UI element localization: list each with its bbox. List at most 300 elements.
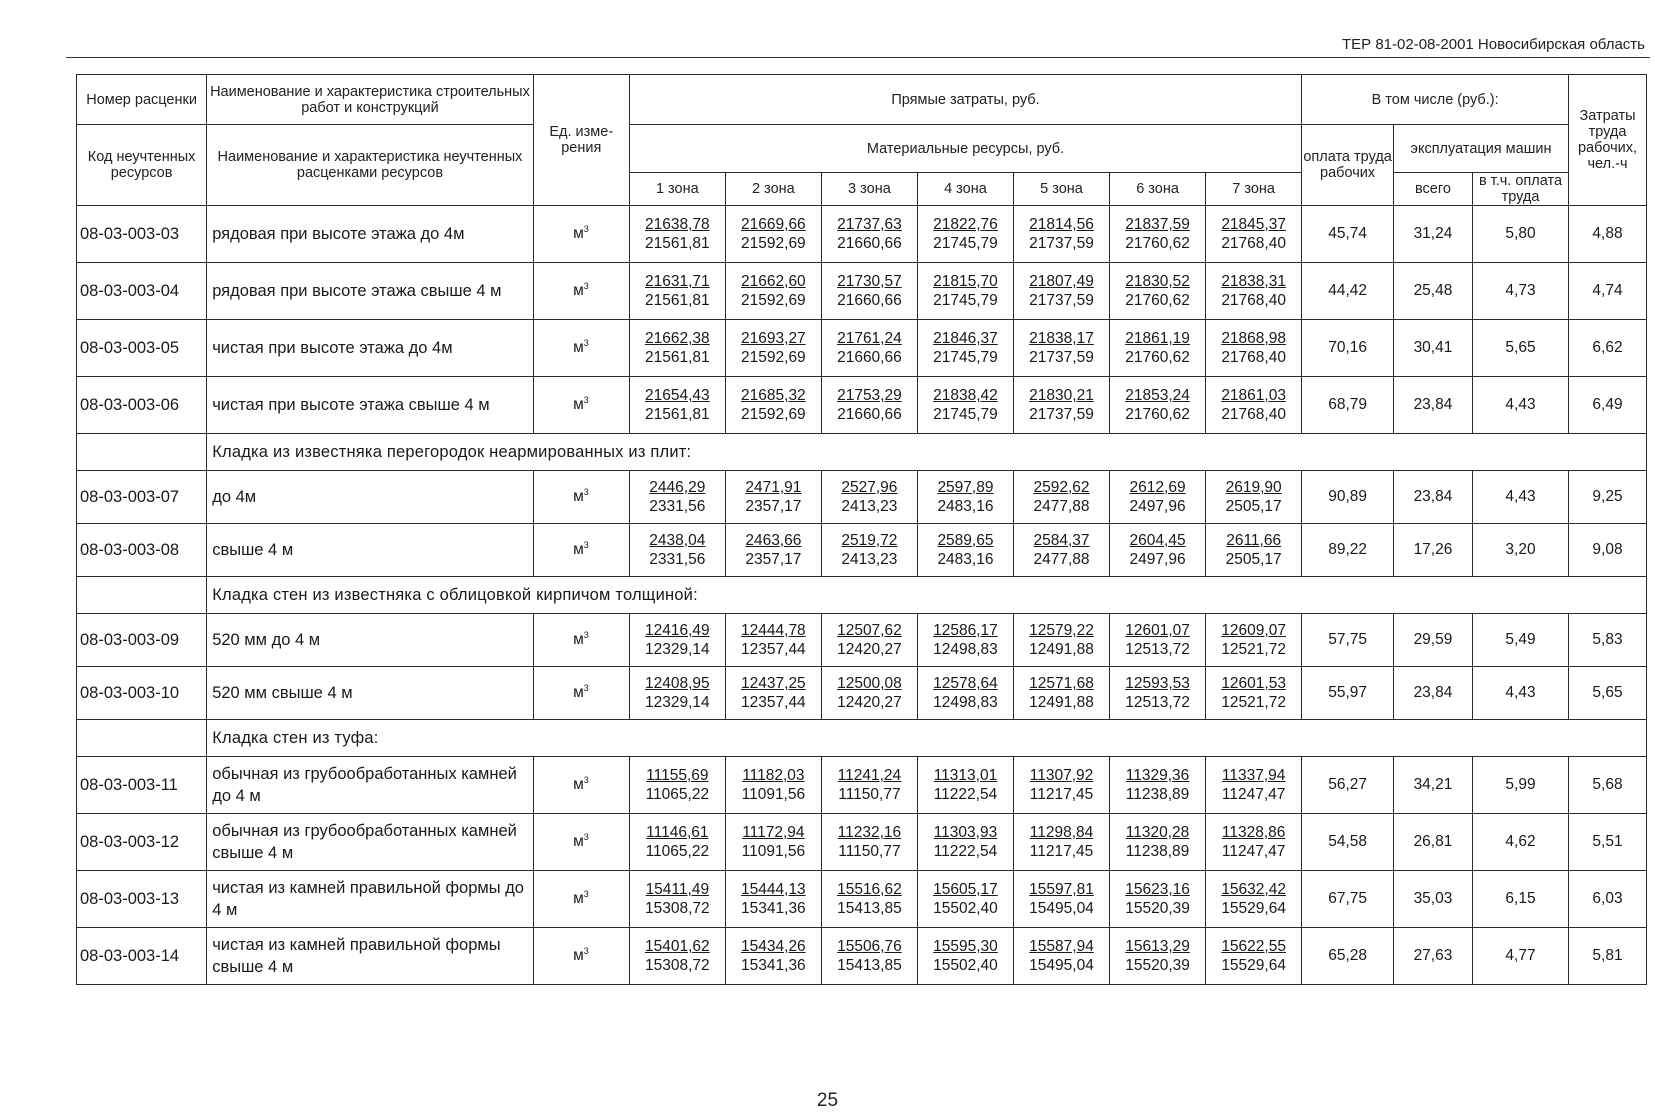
header-zone: 5 зона [1013,173,1109,206]
direct-cost: 21861,03 [1221,387,1286,404]
unit-cell [533,814,629,871]
material-cost: 21745,79 [933,406,998,423]
table-row [77,614,1647,667]
header-zone: 7 зона [1206,173,1302,206]
material-cost: 21592,69 [741,349,806,366]
zone-cost-cell [821,263,917,320]
zone-cost-cell [1013,871,1109,928]
machines-wages-cell: 4,43 [1472,471,1568,524]
work-name: до 4м [207,471,534,524]
direct-cost: 11172,94 [742,824,805,841]
zone-cost-cell [1110,524,1206,577]
header-labor: Затраты труда рабочих, чел.-ч [1569,75,1647,206]
zone-cost-cell [629,206,725,263]
table-row [77,524,1647,577]
unit-cell [533,206,629,263]
machines-wages-cell: 5,49 [1472,614,1568,667]
material-cost: 11150,77 [838,843,901,860]
direct-cost: 21838,42 [933,387,998,404]
unit-cell [533,524,629,577]
labor-cell: 6,49 [1569,377,1647,434]
machines-wages-cell: 4,77 [1472,928,1568,985]
material-cost: 15308,72 [644,957,710,974]
direct-cost: 11241,24 [837,767,902,784]
zone-cost-cell [1013,471,1109,524]
zone-cost-cell [917,614,1013,667]
material-cost: 21737,59 [1029,349,1094,366]
material-cost: 21760,62 [1125,235,1190,252]
zone-cost-cell [821,814,917,871]
rate-code: 08-03-003-04 [77,263,207,320]
material-cost: 11222,54 [933,843,998,860]
material-cost: 15308,72 [644,900,710,917]
direct-cost: 15434,26 [741,938,806,955]
header-zone: 2 зона [725,173,821,206]
table-row [77,757,1647,814]
direct-cost: 2463,66 [745,532,802,549]
direct-cost: 21838,31 [1221,273,1286,290]
machines-wages-cell: 6,15 [1472,871,1568,928]
zone-cost-cell [1110,928,1206,985]
zone-cost-cell [1206,871,1302,928]
direct-cost: 12601,53 [1221,675,1286,692]
direct-cost: 15506,76 [837,938,902,955]
unit-exponent: 3 [583,775,589,786]
direct-cost: 12416,49 [644,622,710,639]
direct-cost: 2584,37 [1033,532,1090,549]
wages-cell: 68,79 [1302,377,1394,434]
work-name: рядовая при высоте этажа свыше 4 м [207,263,534,320]
section-code-cell [77,577,207,614]
table-row [77,263,1647,320]
header-material-resources: Материальные ресурсы, руб. [629,125,1301,173]
wages-cell: 57,75 [1302,614,1394,667]
zone-cost-cell [629,471,725,524]
material-cost: 21760,62 [1125,349,1190,366]
material-cost: 12491,88 [1029,641,1094,658]
unit-cell [533,871,629,928]
direct-cost: 21693,27 [741,330,806,347]
zone-cost-cell [1013,814,1109,871]
wages-cell: 89,22 [1302,524,1394,577]
header-machines: эксплуатация машин [1393,125,1568,173]
direct-cost: 11313,01 [933,767,998,784]
machines-total-cell: 23,84 [1393,667,1472,720]
direct-cost: 11337,94 [1221,767,1286,784]
material-cost: 21660,66 [837,292,902,309]
work-name: чистая из камней правильной формы свыше 4 м [207,928,534,985]
material-cost: 15520,39 [1125,900,1190,917]
unit-text: м [573,282,584,300]
labor-cell: 5,65 [1569,667,1647,720]
direct-cost: 12507,62 [837,622,902,639]
direct-cost: 11155,69 [646,767,709,784]
zone-cost-cell [821,871,917,928]
table-row [77,320,1647,377]
work-name: обычная из грубообработанных камней до 4 м [207,757,534,814]
material-cost: 2331,56 [649,551,706,568]
rate-code: 08-03-003-10 [77,667,207,720]
unit-exponent: 3 [583,338,589,349]
material-cost: 2413,23 [841,498,898,515]
zone-cost-cell [1110,757,1206,814]
wages-cell: 55,97 [1302,667,1394,720]
rate-code: 08-03-003-11 [77,757,207,814]
material-cost: 2505,17 [1225,551,1282,568]
header-wages: оплата труда рабочих [1302,125,1394,206]
unit-exponent: 3 [583,630,589,641]
direct-cost: 15516,62 [837,881,902,898]
material-cost: 21768,40 [1221,235,1286,252]
zone-cost-cell [1110,206,1206,263]
material-cost: 12420,27 [837,694,902,711]
material-cost: 2413,23 [841,551,898,568]
zone-cost-cell [629,524,725,577]
material-cost: 15520,39 [1125,957,1190,974]
zone-cost-cell [629,377,725,434]
zone-cost-cell [725,757,821,814]
machines-total-cell: 23,84 [1393,377,1472,434]
table-body [77,206,1647,985]
zone-cost-cell [1206,524,1302,577]
zone-cost-cell [725,263,821,320]
direct-cost: 11182,03 [742,767,805,784]
zone-cost-cell [1013,320,1109,377]
material-cost: 15502,40 [933,900,998,917]
direct-cost: 2527,96 [841,479,898,496]
machines-total-cell: 31,24 [1393,206,1472,263]
direct-cost: 21761,24 [837,330,902,347]
direct-cost: 15444,13 [741,881,806,898]
direct-cost: 2604,45 [1129,532,1186,549]
zone-cost-cell [917,928,1013,985]
unit-text: м [573,890,584,908]
rate-code: 08-03-003-09 [77,614,207,667]
header-direct-costs: Прямые затраты, руб. [629,75,1301,125]
unit-text: м [573,339,584,357]
wages-cell: 65,28 [1302,928,1394,985]
material-cost: 12521,72 [1221,641,1286,658]
unit-cell [533,263,629,320]
material-cost: 2477,88 [1033,551,1090,568]
zone-cost-cell [917,757,1013,814]
zone-cost-cell [821,206,917,263]
zone-cost-cell [725,667,821,720]
material-cost: 12329,14 [644,694,710,711]
material-cost: 11222,54 [933,786,998,803]
machines-wages-cell: 5,99 [1472,757,1568,814]
zone-cost-cell [917,377,1013,434]
direct-cost: 2438,04 [649,532,706,549]
header-rule [66,57,1650,58]
material-cost: 2483,16 [937,551,994,568]
direct-cost: 21837,59 [1125,216,1190,233]
wages-cell: 70,16 [1302,320,1394,377]
material-cost: 15502,40 [933,957,998,974]
header-unaccounted-name: Наименование и характеристика неучтенных расценками ресурсов [207,125,534,206]
zone-cost-cell [629,814,725,871]
zone-cost-cell [821,320,917,377]
machines-total-cell: 23,84 [1393,471,1472,524]
material-cost: 21737,59 [1029,292,1094,309]
machines-wages-cell: 4,62 [1472,814,1568,871]
direct-cost: 12593,53 [1125,675,1190,692]
zone-cost-cell [1013,524,1109,577]
direct-cost: 12437,25 [741,675,806,692]
table-header [77,75,1647,206]
material-cost: 11150,77 [838,786,901,803]
zone-cost-cell [821,667,917,720]
machines-total-cell: 34,21 [1393,757,1472,814]
zone-cost-cell [1206,667,1302,720]
zone-cost-cell [917,871,1013,928]
direct-cost: 15597,81 [1029,881,1094,898]
direct-cost: 15622,55 [1221,938,1286,955]
zone-cost-cell [725,377,821,434]
material-cost: 21592,69 [741,292,806,309]
direct-cost: 21815,70 [933,273,998,290]
zone-cost-cell [917,320,1013,377]
material-cost: 12357,44 [741,694,806,711]
zone-cost-cell [1206,206,1302,263]
direct-cost: 15411,49 [645,881,710,898]
material-cost: 2331,56 [649,498,706,515]
zone-cost-cell [725,320,821,377]
header-zone: 1 зона [629,173,725,206]
material-cost: 21592,69 [741,235,806,252]
zone-cost-cell [821,614,917,667]
section-code-cell [77,434,207,471]
machines-total-cell: 25,48 [1393,263,1472,320]
zone-cost-cell [1206,814,1302,871]
direct-cost: 21830,21 [1029,387,1094,404]
unit-text: м [573,396,584,414]
header-work-name: Наименование и характеристика строительных работ и конструкций [207,75,534,125]
machines-wages-cell: 4,73 [1472,263,1568,320]
material-cost: 11247,47 [1221,843,1286,860]
zone-cost-cell [725,524,821,577]
material-cost: 21561,81 [644,349,710,366]
material-cost: 2497,96 [1129,498,1186,515]
zone-cost-cell [917,524,1013,577]
material-cost: 21768,40 [1221,292,1286,309]
price-table [76,74,1647,985]
header-machines-total: всего [1393,173,1472,206]
zone-cost-cell [1110,614,1206,667]
direct-cost: 21685,32 [741,387,806,404]
direct-cost: 15605,17 [933,881,998,898]
material-cost: 15341,36 [741,900,806,917]
direct-cost: 2471,91 [745,479,802,496]
table-row [77,814,1647,871]
header-machines-wages: в т.ч. оплата труда [1472,173,1568,206]
unit-cell [533,667,629,720]
material-cost: 21760,62 [1125,292,1190,309]
zone-cost-cell [917,471,1013,524]
zone-cost-cell [1206,928,1302,985]
unit-text: м [573,776,584,794]
direct-cost: 21845,37 [1221,216,1286,233]
material-cost: 12357,44 [741,641,806,658]
material-cost: 21660,66 [837,235,902,252]
section-row [77,720,1647,757]
direct-cost: 21631,71 [644,273,710,290]
zone-cost-cell [725,871,821,928]
wages-cell: 45,74 [1302,206,1394,263]
machines-total-cell: 26,81 [1393,814,1472,871]
material-cost: 15495,04 [1029,957,1094,974]
wages-cell: 56,27 [1302,757,1394,814]
direct-cost: 21753,29 [837,387,902,404]
work-name: рядовая при высоте этажа до 4м [207,206,534,263]
direct-cost: 21853,24 [1125,387,1190,404]
table-row [77,377,1647,434]
direct-cost: 11329,36 [1125,767,1190,784]
material-cost: 21745,79 [933,349,998,366]
rate-code: 08-03-003-03 [77,206,207,263]
direct-cost: 21807,49 [1029,273,1094,290]
material-cost: 2357,17 [745,551,802,568]
section-row [77,434,1647,471]
rate-code: 08-03-003-05 [77,320,207,377]
zone-cost-cell [821,471,917,524]
material-cost: 12521,72 [1221,694,1286,711]
direct-cost: 11328,86 [1221,824,1286,841]
unit-exponent: 3 [583,540,589,551]
unit-text: м [573,225,584,243]
labor-cell: 6,62 [1569,320,1647,377]
direct-cost: 21838,17 [1029,330,1094,347]
material-cost: 15529,64 [1221,957,1286,974]
rate-code: 08-03-003-14 [77,928,207,985]
material-cost: 11217,45 [1029,843,1094,860]
material-cost: 21660,66 [837,349,902,366]
wages-cell: 67,75 [1302,871,1394,928]
wages-cell: 90,89 [1302,471,1394,524]
material-cost: 11065,22 [645,786,710,803]
zone-cost-cell [1013,263,1109,320]
unit-text: м [573,541,584,559]
direct-cost: 21822,76 [933,216,998,233]
zone-cost-cell [629,757,725,814]
direct-cost: 21638,78 [644,216,710,233]
material-cost: 21745,79 [933,235,998,252]
zone-cost-cell [1110,871,1206,928]
direct-cost: 12579,22 [1029,622,1094,639]
labor-cell: 5,68 [1569,757,1647,814]
unit-exponent: 3 [583,889,589,900]
direct-cost: 15595,30 [933,938,998,955]
page-number: 25 [816,1090,839,1111]
labor-cell: 5,81 [1569,928,1647,985]
direct-cost: 11307,92 [1029,767,1094,784]
material-cost: 21745,79 [933,292,998,309]
machines-wages-cell: 3,20 [1472,524,1568,577]
machines-wages-cell: 5,80 [1472,206,1568,263]
direct-cost: 12408,95 [644,675,710,692]
unit-text: м [573,833,584,851]
direct-cost: 11232,16 [837,824,902,841]
material-cost: 2357,17 [745,498,802,515]
zone-cost-cell [629,667,725,720]
table-row [77,471,1647,524]
unit-cell [533,471,629,524]
direct-cost: 21861,19 [1125,330,1190,347]
material-cost: 21737,59 [1029,235,1094,252]
direct-cost: 12571,68 [1029,675,1094,692]
material-cost: 2497,96 [1129,551,1186,568]
zone-cost-cell [917,206,1013,263]
zone-cost-cell [1110,667,1206,720]
unit-text: м [573,947,584,965]
direct-cost: 15401,62 [644,938,710,955]
unit-cell [533,377,629,434]
material-cost: 21737,59 [1029,406,1094,423]
section-title: Кладка стен из известняка с облицовкой кирпичом толщиной: [207,577,1647,614]
zone-cost-cell [725,614,821,667]
material-cost: 2477,88 [1033,498,1090,515]
zone-cost-cell [821,377,917,434]
zone-cost-cell [1206,377,1302,434]
zone-cost-cell [725,471,821,524]
direct-cost: 12500,08 [837,675,902,692]
unit-exponent: 3 [583,395,589,406]
direct-cost: 12609,07 [1221,622,1286,639]
material-cost: 2505,17 [1225,498,1282,515]
material-cost: 15495,04 [1029,900,1094,917]
material-cost: 11065,22 [645,843,710,860]
machines-total-cell: 35,03 [1393,871,1472,928]
unit-cell [533,928,629,985]
direct-cost: 21669,66 [741,216,806,233]
zone-cost-cell [1013,614,1109,667]
zone-cost-cell [629,614,725,667]
labor-cell: 4,88 [1569,206,1647,263]
header-rate-number: Номер расценки [77,75,207,125]
material-cost: 11238,89 [1125,843,1190,860]
zone-cost-cell [725,814,821,871]
zone-cost-cell [1206,320,1302,377]
direct-cost: 11146,61 [646,824,709,841]
material-cost: 21592,69 [741,406,806,423]
direct-cost: 15623,16 [1125,881,1190,898]
material-cost: 12513,72 [1125,641,1190,658]
direct-cost: 2612,69 [1129,479,1186,496]
rate-code: 08-03-003-06 [77,377,207,434]
rate-code: 08-03-003-12 [77,814,207,871]
header-including: В том числе (руб.): [1302,75,1569,125]
machines-total-cell: 27,63 [1393,928,1472,985]
zone-cost-cell [1013,377,1109,434]
work-name: свыше 4 м [207,524,534,577]
material-cost: 12420,27 [837,641,902,658]
material-cost: 2483,16 [937,498,994,515]
zone-cost-cell [1013,928,1109,985]
direct-cost: 21662,38 [644,330,710,347]
work-name: чистая при высоте этажа свыше 4 м [207,377,534,434]
machines-total-cell: 30,41 [1393,320,1472,377]
direct-cost: 2519,72 [841,532,898,549]
material-cost: 15341,36 [741,957,806,974]
direct-cost: 2592,62 [1033,479,1090,496]
material-cost: 21561,81 [644,406,710,423]
work-name: 520 мм до 4 м [207,614,534,667]
unit-cell [533,614,629,667]
zone-cost-cell [1110,263,1206,320]
material-cost: 21768,40 [1221,406,1286,423]
table-row [77,928,1647,985]
material-cost: 21561,81 [644,292,710,309]
